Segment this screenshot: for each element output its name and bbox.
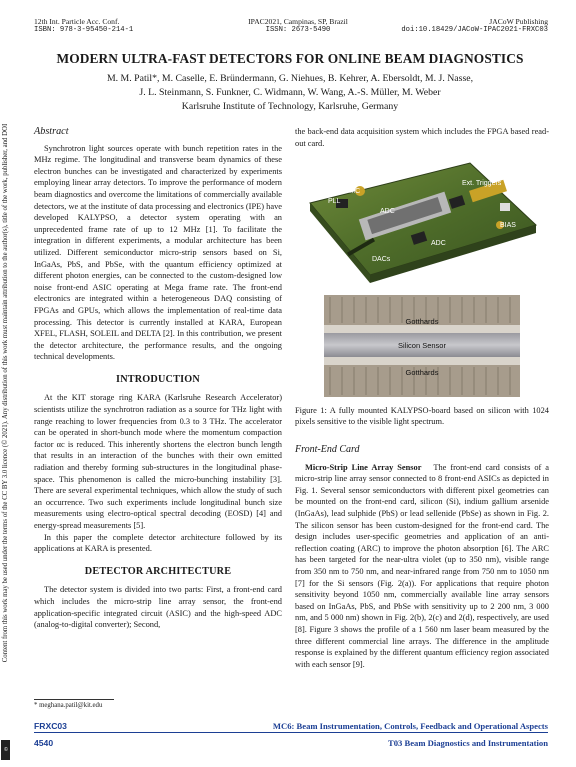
label-silicon-sensor: Silicon Sensor (398, 341, 446, 350)
header-issn: ISSN: 2673-5490 (265, 26, 331, 34)
label-adc-right: ADC (431, 240, 446, 247)
footnote: * meghana.patil@kit.edu (34, 702, 103, 709)
header-isbn: ISBN: 978-3-95450-214-1 (34, 26, 134, 34)
detector-paragraph-cont: the back-end data acquisition system which includes the FPGA based read-out card. (295, 127, 549, 148)
detector-paragraph-1: The detector system is divided into two parts: First, a front-end card which includes the micro-strip line array sensor, the front-end application-specific integrated circuit (ASIC) and the high-speed ADC (analog-to-digital converter); Second, (34, 585, 282, 630)
introduction-paragraph-2: In this paper the complete detector architecture followed by its applications at KARA is presented. (34, 532, 282, 554)
frontend-heading: Front-End Card (295, 444, 360, 455)
frontend-text: The front-end card consists of a micro-strip line array sensor connected to 8 front-end ASICs as depicted in Fig. 1. Several sensor semiconductors with different pixel geometries can be mounted on the front-end card, silicon (Si), indium gallium arsenide (InGaAs), lead sulphide (PbS) or lead sellenide (PbSe) as shown in Fig. 2. The silicon sensor has been custom-designed for the front-end card. The design includes user-specific geometries and application of an anti-reflection coating (ARC) to improve the photon absorption [6]. The ARC has been targeted for the near-ultra violet (up to 350 nm), visible range from 350 nm to 750 nm, and near-infrared range from 750 nm to 1050 nm [7] for the Si sensors (Fig. 2(a)). For applications that require photon sensitivity beyond 1050 nm, commercially available line array sensors based on InGaAs, PbS, and PbSe with sensitivity up to 2 200 nm, 3 000 nm, and 5 000 nm) shown in Fig. 2(b), 2(c) and 2(d), respectively, are used [8]. Figure 3 shows the profile of a 1 560 nm laser beam measured by the three different commercial line arrays. The difference in the amplitude response is explained by the different quantum efficiency region associated with each sensor [9]. (295, 462, 549, 669)
affiliation: Karlsruhe Institute of Technology, Karlsruhe, Germany (181, 101, 399, 112)
right-column-top (295, 126, 549, 149)
right-column-bottom (295, 436, 549, 670)
footer-page-number: 4540 (34, 738, 54, 748)
introduction-heading: INTRODUCTION (116, 373, 200, 385)
introduction-paragraph-1: At the KIT storage ring KARA (Karlsruhe Research Accelerator) scientists utilize the synchrotron radiation as a source for THz light with range reaching to lower frequencies from 0.3 to 3 THz. The accelerator can be operated in short-bunch mode where the momentum compaction factor αc is reduced. This inherently shortens the electron bunch length that results in an interaction of the bunches with their own emitted radiation and thereby forming sub-structures in the longitudinal phase-space. This phenomenon is called the micro-bunching instability [3]. There are several experimental techniques, which allow the study of such an occurrence. Two such experiments include longitudinal bunch size measurements using electro-optical spectral decoding (EOSD) [4] and energy-spread measurements [5]. (34, 393, 282, 530)
footer-subtrack: T03 Beam Diagnostics and Instrumentation (388, 738, 548, 748)
header-left (34, 17, 133, 35)
label-dacs: DACs (372, 256, 391, 263)
header-center (228, 17, 368, 35)
label-ext-triggers: Ext. Triggers (462, 180, 502, 187)
header-doi: doi:10.18429/JACoW-IPAC2021-FRXC03 (401, 26, 548, 34)
footer-track: MC6: Beam Instrumentation, Controls, Feedback and Operational Aspects (272, 721, 548, 731)
footer-right (273, 718, 548, 752)
label-gotthards-bottom: Gotthards (405, 368, 439, 377)
footer-left (34, 718, 67, 752)
frontend-lead: Micro-Strip Line Array Sensor (305, 462, 422, 472)
frontend-paragraph (295, 462, 549, 671)
footnote-rule (34, 699, 114, 700)
header-conf: 12th Int. Particle Acc. Conf. (34, 17, 120, 26)
cc-badge: © (1, 740, 10, 760)
figure-1-caption: Figure 1: A fully mounted KALYPSO-board based on silicon with 1024 pixels sensitive to the visible light spectrum. (295, 406, 549, 427)
label-bias: BIAS (500, 222, 516, 229)
author-line-2: J. L. Steinmann, S. Funkner, C. Widmann, W. Wang, A.-S. Müller, M. Weber (139, 87, 441, 98)
header-venue: IPAC2021, Campinas, SP, Brazil (248, 17, 348, 26)
abstract-text: Synchrotron light sources operate with bunch repetition rates in the MHz regime. The longitudinal and transverse beam dynamics of these electron bunches can be investigated and characterized by experiments employing linear array detectors. To improve the performance of modern beam diagnostics and overcome the limitations of commercially available detectors, we at the institute of data processing and electronics (IPE) have developed KALYPSO, a detector system operating with an unprecedented frame rate of up to 12 MHz [1]. To facilitate the integration in different experiments, a modular architecture has been utilized. Different semiconductor micro-strip sensors based on Si, InGaAs, PbS, and PbSe, with the quantum efficiency optimized at different photon energies, can be connected to the custom-designed low noise front-end ASIC operating at Mega frame rate. The front-end electronics are integrated within a heterogeneous DAQ consisting of FPGAs and GPUs, which allows the implementation of real-time data processing. This detector is currently installed at KARA, European XFEL, FLASH, SOLEIL and DELTA [2]. In this contribution, we present the detector architecture, the performance results, and the ongoing technical developments. (34, 143, 282, 362)
label-pll: PLL (328, 198, 341, 205)
label-adc-top: ADC (380, 208, 395, 215)
licence-text: Content from this work may be used under the terms of the CC BY 3.0 licence (© 2021). Any distribution of this work must maintain attribution to the author(s), title of the work, publisher, and DOI (2, 123, 9, 663)
detector-heading: DETECTOR ARCHITECTURE (84, 565, 232, 577)
figure-1 (300, 155, 544, 400)
label-fmc: FMC (345, 188, 361, 195)
header-right (401, 17, 548, 35)
licence-sidebar (1, 40, 11, 746)
abstract-heading: Abstract (34, 126, 69, 137)
paper-title: MODERN ULTRA-FAST DETECTORS FOR ONLINE BEAM DIAGNOSTICS (56, 51, 524, 66)
header-publisher: JACoW Publishing (489, 17, 548, 26)
author-line-1: M. M. Patil*, M. Caselle, E. Bründermann, G. Niehues, B. Kehrer, A. Ebersoldt, M. J. Nasse, (106, 73, 474, 84)
left-column (34, 126, 282, 631)
figure-1-graphic (300, 155, 544, 400)
label-gotthards-top: Gotthards (405, 317, 439, 326)
footer-paper-code: FRXC03 (34, 721, 67, 731)
